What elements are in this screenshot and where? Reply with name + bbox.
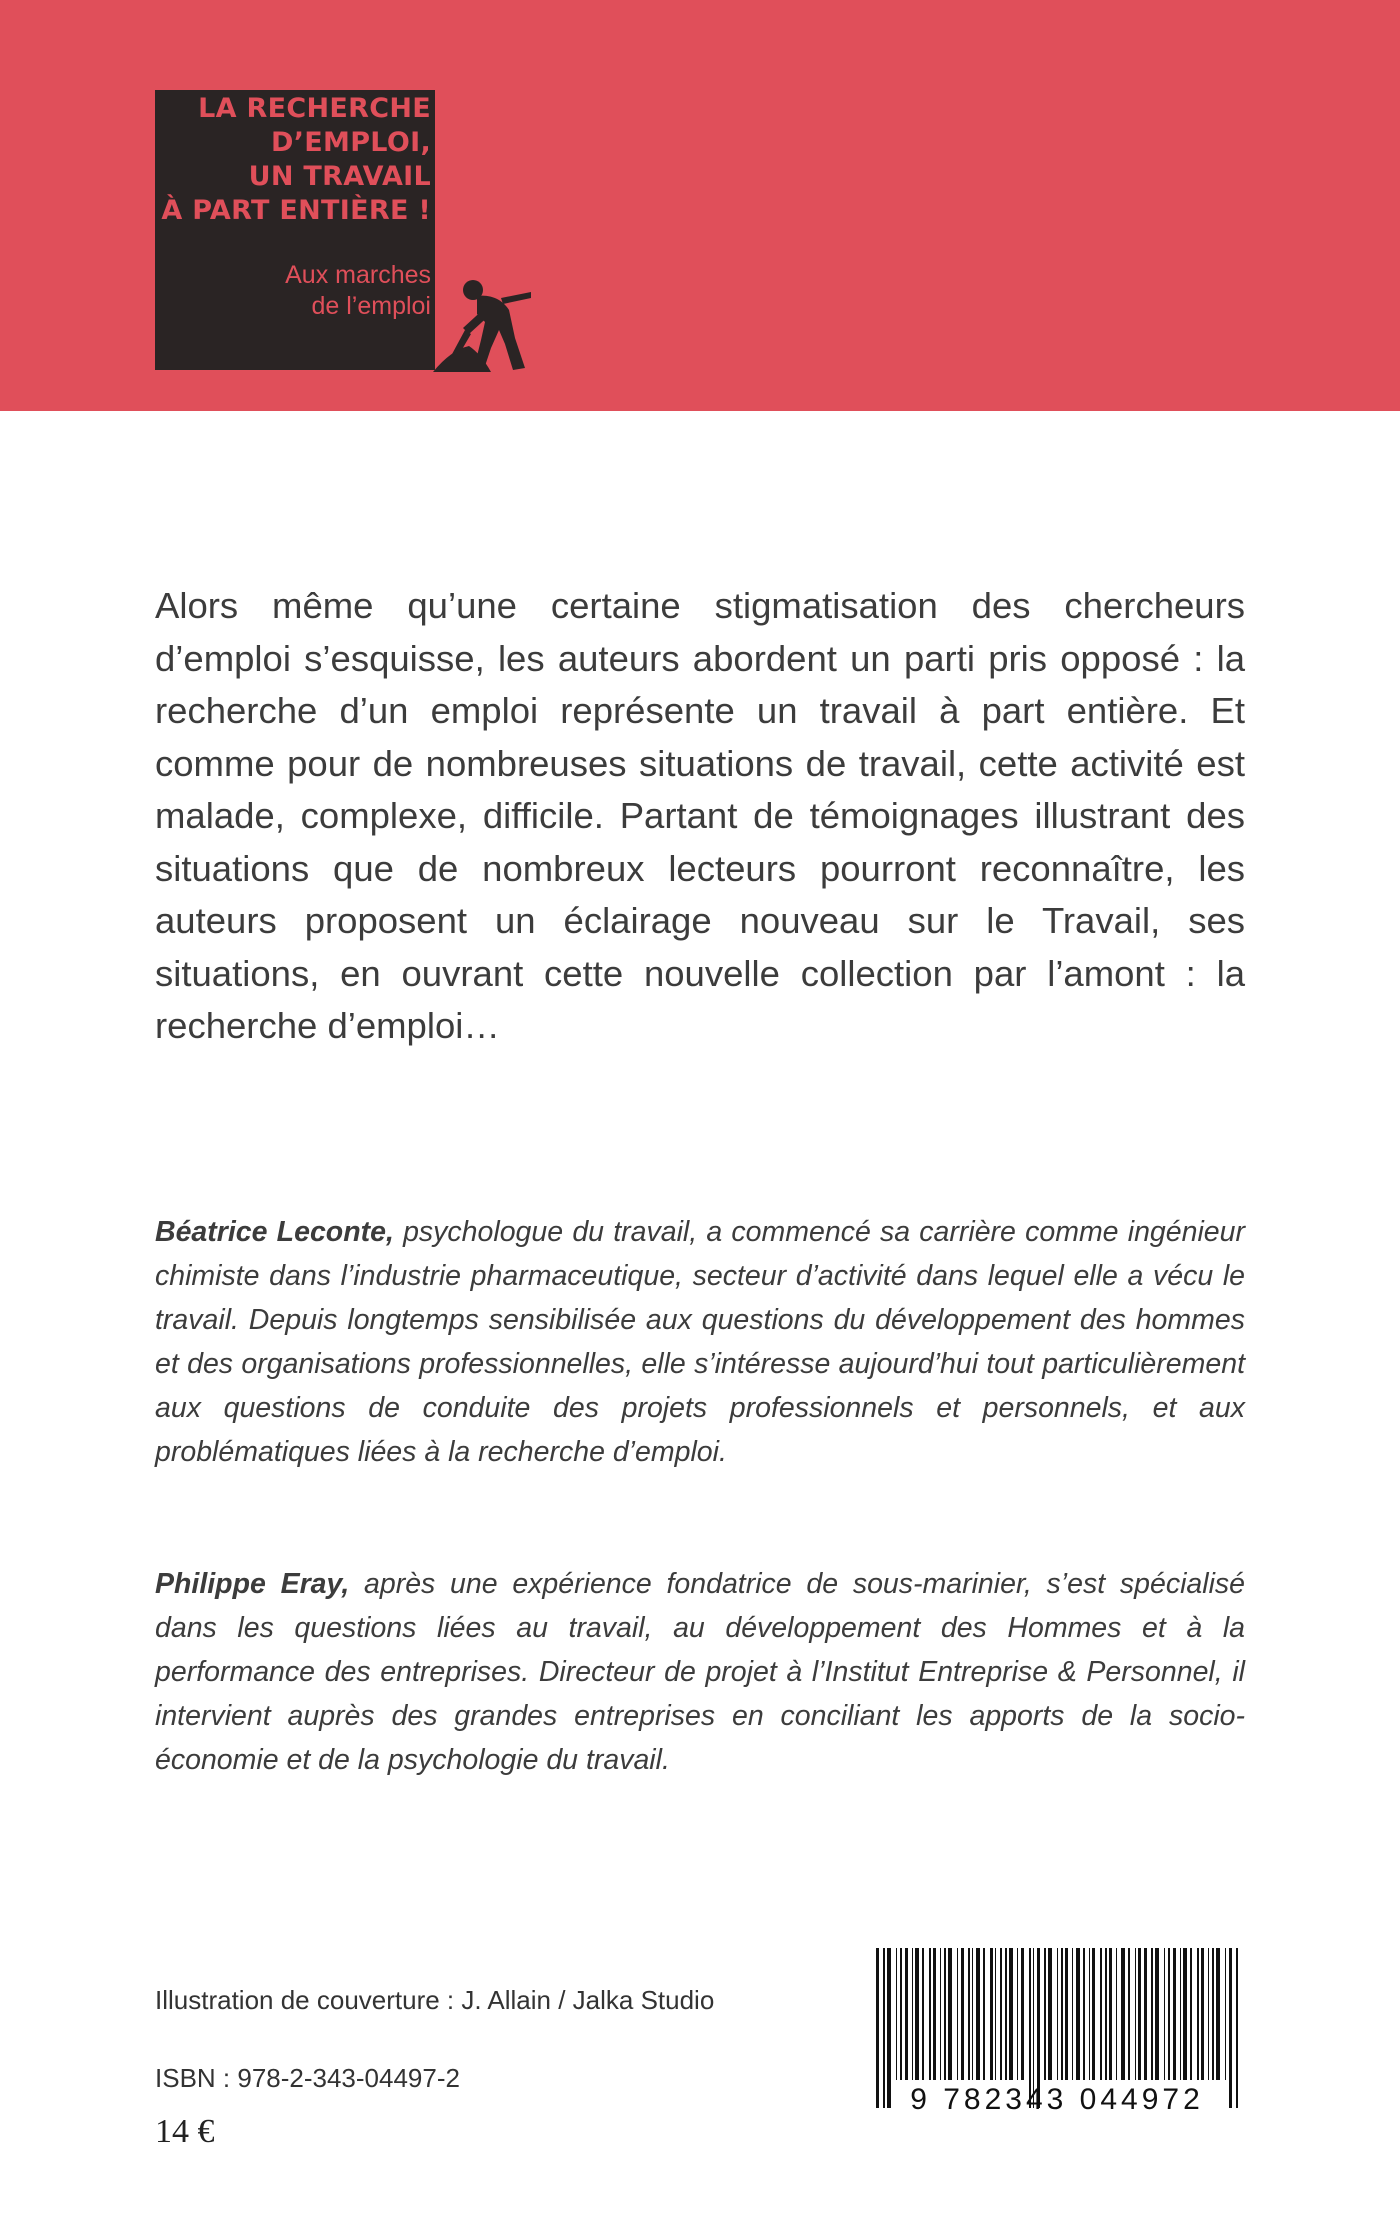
illustration-credit: Illustration de couverture : J. Allain / Jalka Studio: [155, 1985, 715, 2015]
barcode-bar: [1005, 1948, 1007, 2080]
barcode-bar: [1017, 1948, 1018, 2080]
digging-worker-icon: [433, 268, 533, 372]
barcode-bar: [1216, 1948, 1220, 2080]
series-title: [161, 92, 431, 228]
author-bio-leconte: [155, 1210, 1245, 1474]
barcode-bar: [896, 1948, 897, 2080]
barcode-bar: [1144, 1948, 1147, 2080]
barcode-bar: [1092, 1948, 1095, 2080]
author-name: Philippe Eray,: [155, 1568, 350, 1600]
barcode-bar: [922, 1948, 924, 2080]
barcode-bar: [1155, 1948, 1159, 2080]
author-description: après une expérience fondatrice de sous-marinier, s’est spécialisé dans les questions liées au travail, au développement des Hommes et à la performance des entreprises. Directeur de projet à l’Institut Entreprise & Personnel, il intervient auprès des grandes entreprises en conciliant les apports de la socio-économie et de la psychologie du travail.: [155, 1568, 1246, 1776]
barcode-bar: [1044, 1948, 1046, 2080]
barcode-bar: [1057, 1948, 1058, 2080]
series-title-line: D’EMPLOI,: [271, 127, 431, 158]
barcode-bar: [995, 1948, 996, 2080]
series-title-line: À PART ENTIÈRE !: [161, 195, 431, 226]
barcode-bar: [1168, 1948, 1170, 2080]
author-description: psychologue du travail, a commencé sa carrière comme ingénieur chimiste dans l’industrie pharmaceutique, secteur d’activité dans lequel elle a vécu le travail. Depuis longtemps sensibilisée aux questions du développement des hommes et des organisations professionnelles, elle s’intéresse aujourd’hui tout particulièrement aux questions de conduite des projets professionnels et personnels, et aux problématiques liées à la recherche d’emploi.: [155, 1216, 1245, 1468]
barcode-bar: [1089, 1948, 1090, 2080]
barcode-bar: [1065, 1948, 1068, 2080]
barcode-bar: [1083, 1948, 1085, 2080]
series-title-line: UN TRAVAIL: [248, 161, 431, 192]
barcode-bar: [905, 1948, 908, 2080]
series-logo: [155, 90, 435, 370]
barcode-bar: [1151, 1948, 1153, 2080]
barcode-bar: [1135, 1948, 1136, 2080]
series-subtitle: [231, 260, 431, 322]
barcode-bar: [948, 1948, 952, 2080]
barcode-bar: [1173, 1948, 1176, 2080]
summary-text: Alors même qu’une certaine stigmatisation des chercheurs d’emploi s’esquisse, les auteurs abordent un parti pris opposé : la recherche d’un emploi représente un travail à part entière. Et comme pour de nombreuses situations de travail, cette activité est malade, complexe, difficile. Partant de témoignages illustrant des situations que de nombreux lecteurs pourront reconnaître, les auteurs proposent un éclairage nouveau sur le Travail, ses situations, en ouvrant cette nouvelle collection par l’amont : la recherche d’emploi…: [155, 585, 1245, 1046]
barcode-bar: [1116, 1948, 1117, 2080]
barcode-bar: [1225, 1948, 1226, 2080]
barcode-bar: [957, 1948, 958, 2080]
barcode-bar: [1076, 1948, 1080, 2080]
author-bio-eray: [155, 1562, 1245, 1782]
barcode-bar: [944, 1948, 946, 2080]
barcode-bar: [929, 1948, 931, 2080]
barcode-bar: [976, 1948, 980, 2080]
barcode-bar: [1009, 1948, 1013, 2080]
barcode-bar: [1048, 1948, 1052, 2080]
barcode-bar: [915, 1948, 919, 2080]
series-title-line: LA RECHERCHE: [198, 93, 431, 124]
barcode-bar: [1105, 1948, 1107, 2080]
barcode-bar: [961, 1948, 964, 2080]
barcode-bar: [900, 1948, 902, 2080]
barcode-bar: [972, 1948, 973, 2080]
barcode-bar: [983, 1948, 985, 2080]
barcode-bar: [1164, 1948, 1165, 2080]
barcode-bar: [990, 1948, 993, 2080]
barcode-bar: [933, 1948, 936, 2080]
isbn: ISBN : 978-2-343-04497-2: [155, 2063, 460, 2093]
barcode-bar: [1201, 1948, 1204, 2080]
barcode-bar: [1021, 1948, 1024, 2080]
series-subtitle-line: Aux marches: [285, 261, 431, 289]
barcode-bar: [1212, 1948, 1214, 2080]
barcode-bar: [940, 1948, 941, 2080]
barcode-bar: [1072, 1948, 1073, 2080]
barcode-bar: [1183, 1948, 1187, 2080]
barcode-bar: [1208, 1948, 1209, 2080]
series-subtitle-line: de l’emploi: [311, 292, 431, 320]
barcode-bar: [1197, 1948, 1199, 2080]
barcode-bar: [1180, 1948, 1181, 2080]
barcode-bar: [1109, 1948, 1112, 2080]
price: 14 €: [155, 2113, 215, 2150]
barcode-bar: [1190, 1948, 1192, 2080]
barcode-bar: [912, 1948, 913, 2080]
barcode-bar: [1061, 1948, 1063, 2080]
barcode-bar: [968, 1948, 970, 2080]
barcode-bar: [1128, 1948, 1130, 2080]
barcode-bar: [1100, 1948, 1102, 2080]
barcode-bar: [1121, 1948, 1125, 2080]
author-name: Béatrice Leconte,: [155, 1216, 394, 1248]
barcode-bar: [1138, 1948, 1141, 2080]
barcode-digits: 9 782343 044972: [910, 2083, 1204, 2116]
barcode-bar: [1000, 1948, 1002, 2080]
